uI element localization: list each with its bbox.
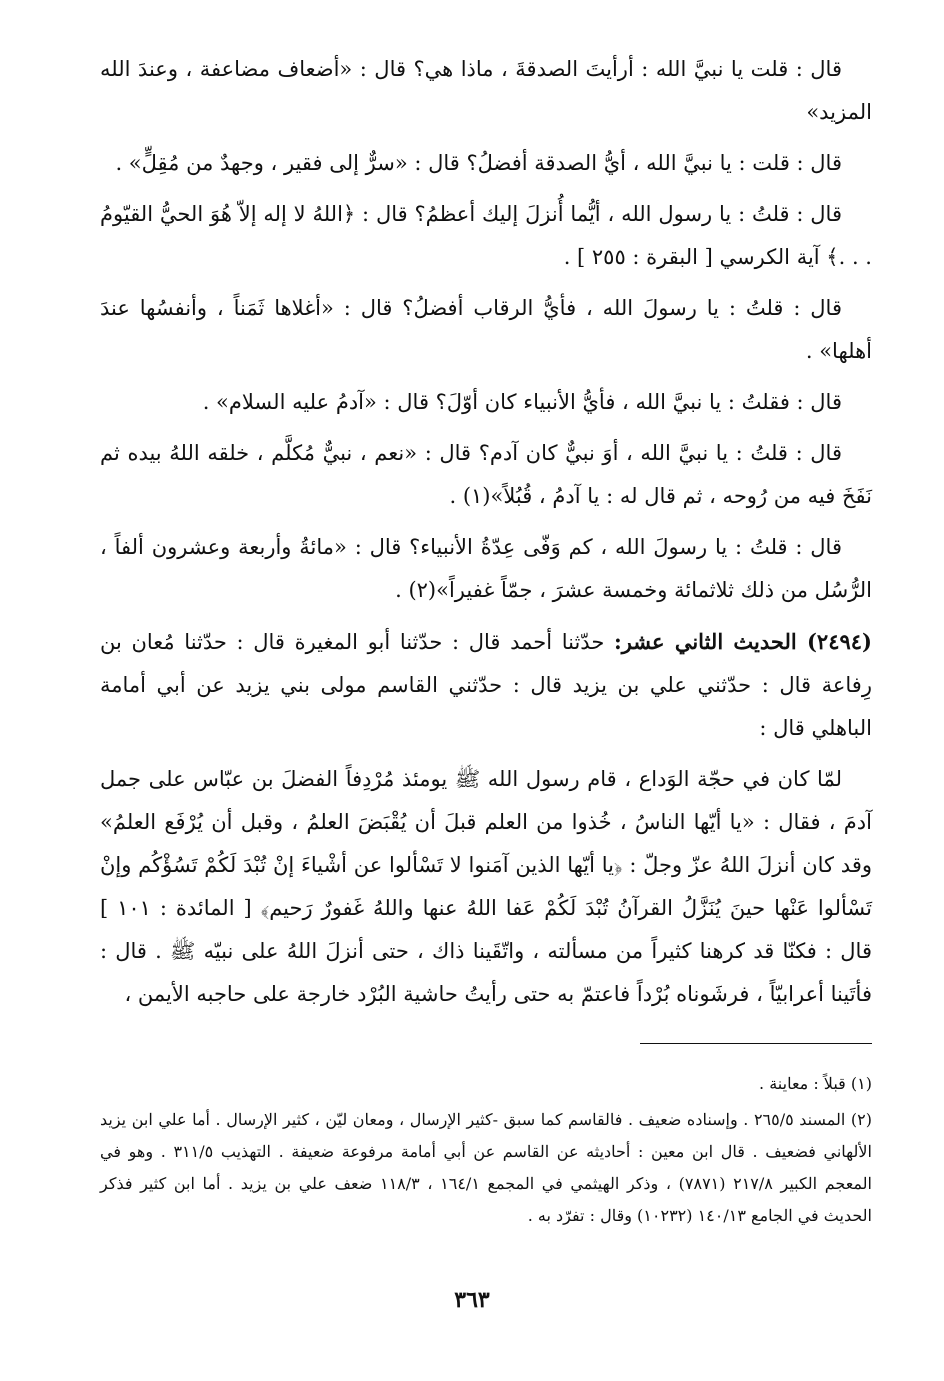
paragraph-9: لمّا كان في حجّة الوَداع ، قام رسول الله ﷺ يومئذ مُرْدِفاً الفضلَ بن عبّاس على جمل آدمَ ، فقال : «يا أيّها الناسُ ، خُذوا من العلم قبلَ أن يُقْبَضَ العلمُ ، وقبل أن يُرْفَع العلمُ» وقد كان أنزلَ اللهُ عزّ وجلّ : ﴿يا أيّها الذين آمَنوا لا تَسْألوا عن أشْياءَ إنْ تُبْدَ لَكُمْ تَسُؤْكُم وإنْ تَسْألوا عَنْها حينَ يُنَزَّلُ القرآنُ تُبْدَ لَكُمْ عَفا اللهُ عنها واللهُ غَفورٌ رَحيم﴾ [ المائدة : ١٠١ ] قال : فكنّا قد كرهنا كثيراً من مسألته ، واتّقَينا ذاك ، حتى أنزلَ اللهُ على نبيّه ﷺ . قال : فأتَينا أعرابيّاً ، فرشَوناه بُرْداً فاعتمّ به حتى رأيتُ حاشية البُرْد خارجة على حاجبه الأيمن ،	[100, 767, 872, 1006]
hadith-heading: (٢٤٩٤) الحديث الثاني عشر:	[613, 629, 872, 654]
paragraph-3: قال : قلتُ : يا رسول الله ، أيُّما أُنزلَ إليك أعظمُ؟ قال : ﴿اللهُ لا إله إلاّ هُوَ الحيُّ القيّومُ . . .﴾ آية الكرسي [ البقرة : ٢٥٥ ] .	[100, 202, 872, 269]
page-number: ٣٦٣	[454, 1287, 490, 1313]
footnotes	[100, 1068, 872, 1236]
hadith-chain: حدّثنا أحمد قال : حدّثنا أبو المغيرة قال : حدّثنا مُعان بن رِفاعة قال : حدّثني علي بن يزيد قال : حدّثني القاسم مولى بني يزيد عن أبي أمامة الباهلي قال :	[100, 630, 872, 740]
paragraph-1: قال : قلت يا نبيَّ الله : أرأيتَ الصدقةَ ، ماذا هي؟ قال : «أضعاف مضاعفة ، وعندَ الله المزيد»	[100, 57, 872, 124]
paragraph-2: قال : قلت : يا نبيَّ الله ، أيُّ الصدقة أفضلُ؟ قال : «سرٌّ إلى فقير ، وجهدٌ من مُقِلٍّ» .	[115, 151, 842, 175]
footnote-1: (١) قبلاً : معاينة .	[759, 1074, 872, 1093]
paragraph-5: قال : فقلتُ : يا نبيَّ الله ، فأيُّ الأنبياء كان أوّلَ؟ قال : «آدمُ عليه السلام» .	[202, 390, 842, 414]
hadith-paragraph	[100, 620, 872, 750]
main-text	[100, 48, 872, 1024]
footnote-2: (٢) المسند ٢٦٥/٥ . وإسناده ضعيف . فالقاسم كما سبق -كثير الإرسال ، ومعان ليّن ، كثير الإرسال . أما علي ابن يزيد الألهاني فضعيف . قال ابن معين : أحاديثه عن القاسم عن أبي أمامة مرفوعة ضعيفة . التهذيب ٣١١/٥ . وهو في المعجم الكبير ٢١٧/٨ (٧٨٧١) ، وذكر الهيثمي في المجمع ١٦٤/١ ، ١١٨/٣ ضعف علي بن يزيد . أما ابن كثير فذكر الحديث في الجامع ١٤٠/١٣ (١٠٢٣٢) وقال : تفرّد به .	[100, 1110, 873, 1225]
paragraph-6: قال : قلتُ : يا نبيَّ الله ، أوَ نبيٌّ كان آدم؟ قال : «نعم ، نبيٌّ مُكلَّم ، خلقه اللهُ بيده ثم نَفَخَ فيه من رُوحه ، ثم قال له : يا آدمُ ، قُبُلاً»(١) .	[100, 441, 872, 508]
footnote-separator	[640, 1043, 872, 1044]
paragraph-4: قال : قلتُ : يا رسولَ الله ، فأيُّ الرقاب أفضلُ؟ قال : «أغلاها ثَمَناً ، وأنفسُها عندَ أهلها» .	[100, 296, 872, 363]
paragraph-7: قال : قلتُ : يا رسولَ الله ، كم وَفّى عِدّةُ الأنبياء؟ قال : «مائةُ وأربعة وعشرون ألفاً ، الرُّسُل من ذلك ثلاثمائة وخمسة عشرَ ، جمّاً غفيراً»(٢) .	[100, 535, 872, 602]
